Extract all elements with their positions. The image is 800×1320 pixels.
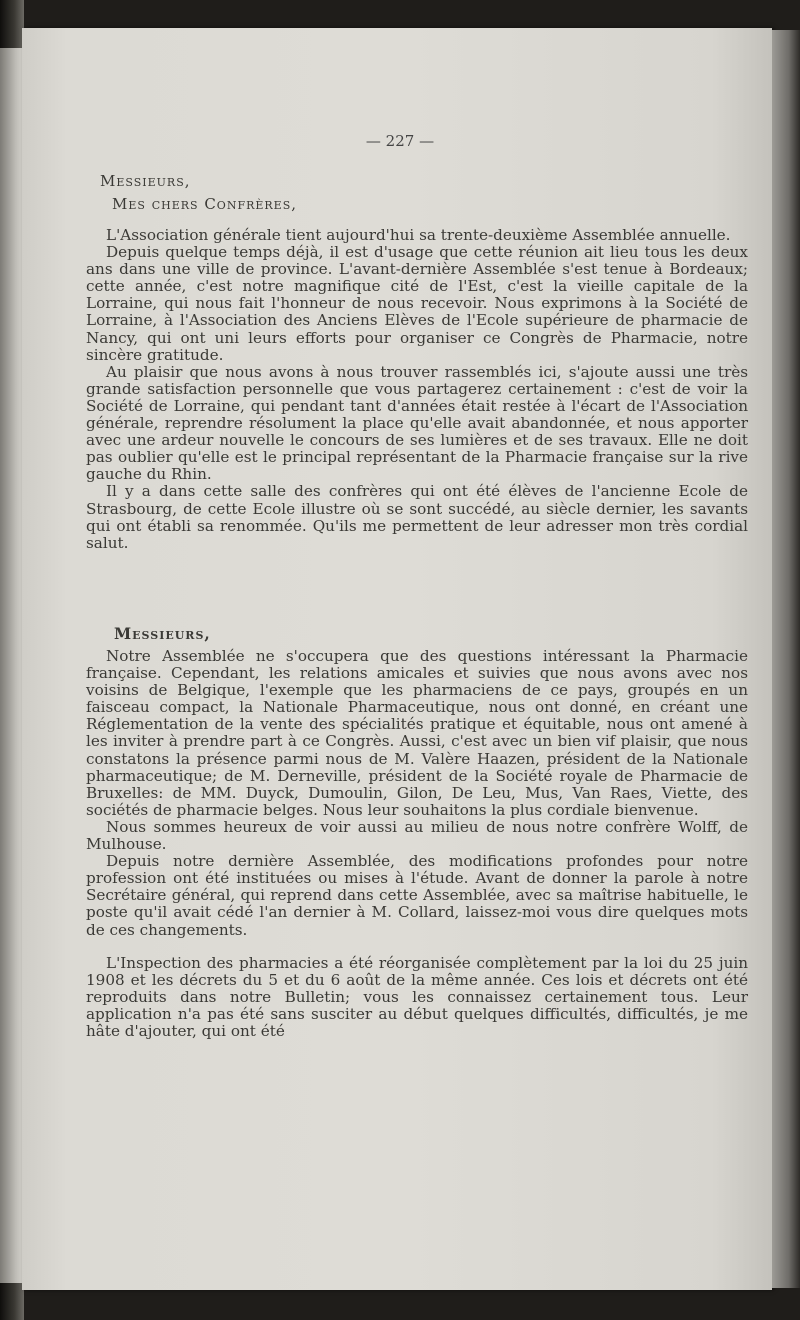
salutation-confreres: Mes chers Confrères,	[112, 195, 297, 213]
body-text	[86, 227, 748, 552]
salutation-messieurs: Messieurs,	[100, 172, 191, 190]
page-number: — 227 —	[365, 132, 435, 150]
paragraph-2: Depuis quelque temps déjà, il est d'usage que cette réunion ait lieu tous les deux ans dans une ville de province. L'avant-dernière Assemblée s'est tenue à Bordeaux; cette année, c'est notre magnifique cité de l'Est, c'est la vieille capitale de la Lorraine, qui nous fait l'honneur de nous recevoir. Nous exprimons à la Société de Lorraine, à l'Association des Anciens Elèves de l'Ecole supérieure de pharmacie de Nancy, qui ont uni leurs efforts pour organiser ce Congrès de Pharmacie, notre sincère gratitude.	[86, 243, 748, 364]
paragraph-6: Nous sommes heureux de voir aussi au milieu de nous notre confrère Wolff, de Mulhouse.	[86, 817, 748, 854]
paragraph-5: Notre Assemblée ne s'occupera que des questions intéressant la Pharmacie française. Cependant, les relations amicales et suivies que nous avons avec nos voisins de Belgique, l'exemple que les pharmaciens de ce pays, groupés en un faisceau compact, la Nationale Pharmaceutique, nous ont donné, en créant une Réglementation de la vente des spécialités pratique et équitable, nous ont amené à les inviter à prendre part à ce Congrès. Aussi, c'est avec un bien vif plaisir, que nous constatons la présence parmi nous de M. Valère Haazen, président de la Nationale pharmaceutique; de M. Derneville, président de la Société royale de Pharmacie de Bruxelles: de MM. Duyck, Dumoulin, Gilon, De Leu, Mus, Van Raes, Viette, des sociétés de pharmacie belges. Nous leur souhaitons la plus cordiale bienvenue.	[86, 647, 748, 819]
paragraph-8: L'Inspection des pharmacies a été réorganisée complètement par la loi du 25 juin 1908 et les décrets du 5 et du 6 août de la même année. Ces lois et décrets ont été reproduits dans notre Bulletin; vous les connaissez certainement tous. Leur application n'a pas été sans susciter au début quelques difficultés, difficultés, je me hâte d'ajouter, qui ont été	[86, 953, 748, 1040]
facing-page-edge	[0, 48, 22, 1283]
paragraph-1: L'Association générale tient aujourd'hui sa trente-deuxième Assemblée annuelle.	[106, 226, 731, 244]
body-text-continued	[86, 648, 748, 1040]
salutation-messieurs-2: Messieurs,	[114, 624, 211, 643]
page-stack-edge	[772, 30, 800, 1288]
paragraph-3: Au plaisir que nous avons à nous trouver rassemblés ici, s'ajoute aussi une très grande satisfaction personnelle que vous partagerez certainement : c'est de voir la Société de Lorraine, qui pendant tant d'années était restée à l'écart de l'Association générale, reprendre résolument la place qu'elle avait abandonnée, et nous apporter avec une ardeur nouvelle le concours de ses lumières et de ses travaux. Elle ne doit pas oublier qu'elle est le principal représentant de la Pharmacie française sur la rive gauche du Rhin.	[86, 362, 748, 484]
paragraph-7: Depuis notre dernière Assemblée, des modifications profondes pour notre profession ont été instituées ou mises à l'étude. Avant de donner la parole à notre Secrétaire général, qui reprend dans cette Assemblée, avec sa maîtrise habituelle, le poste qu'il avait cédé l'an dernier à M. Collard, laissez-moi vous dire quelques mots de ces changements.	[86, 852, 748, 939]
paragraph-4: Il y a dans cette salle des confrères qui ont été élèves de l'ancienne Ecole de Strasbourg, de cette Ecole illustre où se sont succédé, au siècle dernier, les savants qui ont établi sa renommée. Qu'ils me permettent de leur adresser mon très cordial salut.	[86, 482, 748, 552]
